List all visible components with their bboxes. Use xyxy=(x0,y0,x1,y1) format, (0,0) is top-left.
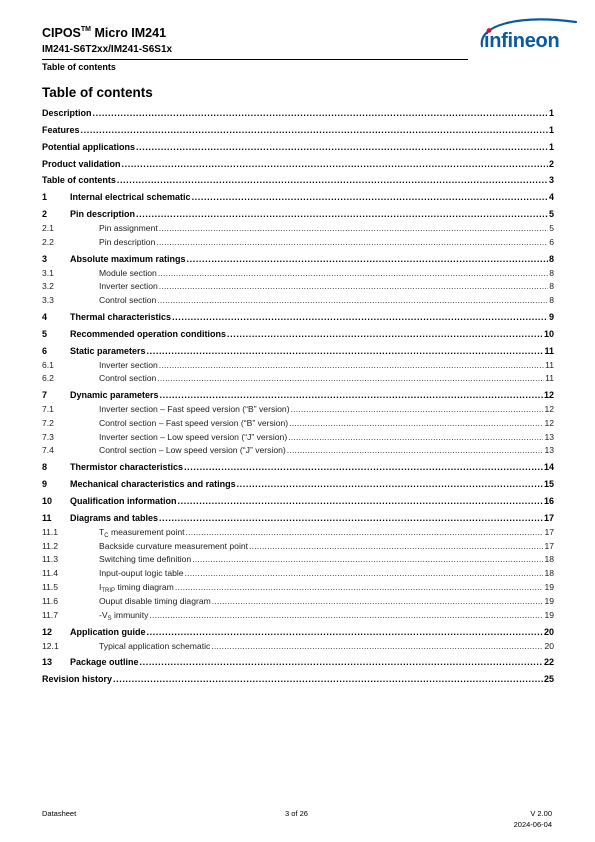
toc-heading: Table of contents xyxy=(42,85,153,100)
toc-entry[interactable] xyxy=(42,641,554,651)
toc-entry[interactable] xyxy=(42,462,554,472)
toc-entry-page: 13 xyxy=(544,432,554,442)
toc-entry-number: 11.1 xyxy=(42,527,59,537)
toc-entry[interactable] xyxy=(42,268,554,278)
toc-entry-page: 17 xyxy=(544,527,554,537)
toc-entry-title: Mechanical characteristics and ratings xyxy=(70,479,236,489)
toc-entry-title: Dynamic parameters xyxy=(70,390,159,400)
toc-entry-page: 19 xyxy=(544,582,554,592)
toc-entry-number: 13 xyxy=(42,657,53,667)
toc-entry[interactable] xyxy=(42,295,554,305)
toc-entry[interactable] xyxy=(42,142,554,152)
toc-entry-page: 5 xyxy=(549,223,554,233)
toc-entry-title: Application guide xyxy=(70,627,146,637)
toc-entry-title: Internal electrical schematic xyxy=(70,192,191,202)
toc-entry-number: 11.3 xyxy=(42,554,59,564)
toc-entry[interactable] xyxy=(42,610,554,622)
toc-dot-leader xyxy=(175,582,544,592)
toc-entry-title: Inverter section xyxy=(99,281,158,291)
toc-entry-title: Inverter section xyxy=(99,360,158,370)
toc-dot-leader xyxy=(157,295,548,305)
toc-entry-title: Revision history xyxy=(42,674,113,684)
toc-entry-title: $-V_S$ immunity xyxy=(99,610,149,622)
toc-entry[interactable] xyxy=(42,390,554,400)
toc-entry-page: 18 xyxy=(544,554,554,564)
toc-entry-title: Package outline xyxy=(70,657,139,667)
toc-entry[interactable] xyxy=(42,674,554,684)
product-title: CIPOS™ Micro IM241 xyxy=(42,26,167,40)
toc-entry[interactable] xyxy=(42,496,554,506)
toc-dot-leader xyxy=(159,360,544,370)
toc-entry[interactable] xyxy=(42,254,554,264)
toc-entry-title: Qualification information xyxy=(70,496,177,506)
toc-entry-number: 4 xyxy=(42,312,48,322)
toc-entry-page: 13 xyxy=(544,445,554,455)
toc-dot-leader xyxy=(289,418,543,428)
footer-version: V 2.00 xyxy=(530,809,552,818)
toc-entry[interactable] xyxy=(42,527,554,539)
toc-entry-number: 3.3 xyxy=(42,295,54,305)
toc-dot-leader xyxy=(178,496,543,506)
part-numbers: IM241-S6T2xx/IM241-S6S1x xyxy=(42,44,173,55)
toc-entry-page: 16 xyxy=(543,496,554,506)
toc-entry-number: 7.1 xyxy=(42,404,54,414)
subscript: C xyxy=(104,533,109,539)
toc-entry-title: Module section xyxy=(99,268,157,278)
toc-entry-title: Features xyxy=(42,125,80,135)
toc-dot-leader xyxy=(287,445,544,455)
toc-entry-title: Control section xyxy=(99,373,157,383)
toc-entry-page: 8 xyxy=(548,254,554,264)
toc-entry-number: 12 xyxy=(42,627,53,637)
toc-dot-leader xyxy=(288,432,543,442)
toc-entry-page: 20 xyxy=(543,627,554,637)
toc-entry-number: 11.7 xyxy=(42,610,59,620)
toc-entry-title: $I_{TRIP}$ timing diagram xyxy=(99,582,174,594)
toc-entry-number: 6 xyxy=(42,346,48,356)
toc-entry[interactable] xyxy=(42,360,554,370)
toc-entry-number: 1 xyxy=(42,192,48,202)
toc-entry-title: Thermal characteristics xyxy=(70,312,172,322)
toc-entry[interactable] xyxy=(42,432,554,442)
toc-entry[interactable] xyxy=(42,346,554,356)
toc-entry-page: 10 xyxy=(543,329,554,339)
toc-entry-number: 9 xyxy=(42,479,48,489)
toc-entry-number: 2 xyxy=(42,209,48,219)
toc-entry-number: 2.2 xyxy=(42,237,54,247)
toc-entry-page: 18 xyxy=(544,568,554,578)
toc-dot-leader xyxy=(122,159,548,169)
toc-dot-leader xyxy=(237,479,543,489)
toc-dot-leader xyxy=(211,641,543,651)
footer-date: 2024-06-04 xyxy=(513,820,552,829)
toc-entry-number: 7.3 xyxy=(42,432,54,442)
toc-entry-title: Switching time definition xyxy=(99,554,192,564)
toc-entry-title: Diagrams and tables xyxy=(70,513,159,523)
toc-entry-title: Recommended operation conditions xyxy=(70,329,227,339)
subscript: S xyxy=(107,616,112,622)
toc-entry-page: 1 xyxy=(548,108,554,118)
toc-entry-page: 11 xyxy=(544,346,554,356)
toc-dot-leader xyxy=(158,268,548,278)
toc-entry-page: 8 xyxy=(549,281,554,291)
toc-dot-leader xyxy=(140,657,543,667)
toc-dot-leader xyxy=(185,568,544,578)
toc-entry[interactable] xyxy=(42,373,554,383)
toc-entry-title: Typical application schematic xyxy=(99,641,211,651)
toc-entry[interactable] xyxy=(42,568,554,578)
toc-entry[interactable] xyxy=(42,175,554,185)
toc-entry-number: 7.4 xyxy=(42,445,54,455)
toc-entry-title: Potential applications xyxy=(42,142,136,152)
toc-entry-title: Input-ouput logic table xyxy=(99,568,184,578)
toc-entry[interactable] xyxy=(42,108,554,118)
toc-entry-page: 25 xyxy=(543,674,554,684)
toc-entry-page: 2 xyxy=(548,159,554,169)
toc-entry-title: Description xyxy=(42,108,92,118)
toc-entry-page: 12 xyxy=(543,390,554,400)
toc-entry[interactable] xyxy=(42,513,554,523)
toc-entry-number: 7 xyxy=(42,390,48,400)
toc-dot-leader xyxy=(212,596,544,606)
toc-entry-title: Pin description xyxy=(99,237,156,247)
toc-entry-number: 12.1 xyxy=(42,641,59,651)
toc-entry[interactable] xyxy=(42,192,554,202)
toc-dot-leader xyxy=(159,281,548,291)
toc-entry[interactable] xyxy=(42,125,554,135)
toc-entry-title: Control section xyxy=(99,295,157,305)
toc-entry-page: 5 xyxy=(548,209,554,219)
header-divider xyxy=(42,59,468,60)
toc-entry-page: 19 xyxy=(544,596,554,606)
toc-entry[interactable] xyxy=(42,582,554,594)
toc-entry[interactable] xyxy=(42,237,554,247)
toc-entry-page: 15 xyxy=(543,479,554,489)
toc-entry-number: 10 xyxy=(42,496,53,506)
toc-entry-page: 14 xyxy=(543,462,554,472)
toc-dot-leader xyxy=(136,209,548,219)
toc-entry-page: 11 xyxy=(545,373,554,383)
toc-dot-leader xyxy=(291,404,544,414)
toc-dot-leader xyxy=(93,108,548,118)
toc-dot-leader xyxy=(249,541,543,551)
toc-dot-leader xyxy=(184,462,543,472)
toc-entry[interactable] xyxy=(42,404,554,414)
toc-dot-leader xyxy=(149,610,543,620)
toc-entry[interactable] xyxy=(42,479,554,489)
toc-entry-number: 11.4 xyxy=(42,568,59,578)
toc-dot-leader xyxy=(113,674,543,684)
toc-entry-title: Backside curvature measurement point xyxy=(99,541,249,551)
toc-entry-title: Static parameters xyxy=(70,346,146,356)
toc-entry-title: $T_C$ measurement point xyxy=(99,527,185,539)
toc-dot-leader xyxy=(187,254,548,264)
toc-entry-title: Control section – Fast speed version (“B” version) xyxy=(99,418,289,428)
toc-entry-page: 17 xyxy=(544,541,554,551)
toc-dot-leader xyxy=(117,175,548,185)
toc-dot-leader xyxy=(81,125,548,135)
toc-entry[interactable] xyxy=(42,554,554,564)
toc-entry-title: Pin assignment xyxy=(99,223,158,233)
footer-page-indicator: 3 of 26 xyxy=(285,809,308,818)
toc-entry-number: 6.2 xyxy=(42,373,54,383)
toc-dot-leader xyxy=(227,329,543,339)
toc-dot-leader xyxy=(147,346,544,356)
toc-entry[interactable] xyxy=(42,329,554,339)
toc-entry-page: 3 xyxy=(548,175,554,185)
toc-entry-title: Absolute maximum ratings xyxy=(70,254,186,264)
toc-entry-number: 3.2 xyxy=(42,281,54,291)
toc-entry-page: 17 xyxy=(543,513,554,523)
toc-entry-page: 20 xyxy=(544,641,554,651)
toc-entry-number: 11.2 xyxy=(42,541,59,551)
toc-entry[interactable] xyxy=(42,657,554,667)
footer-doc-type: Datasheet xyxy=(42,809,77,818)
toc-dot-leader xyxy=(186,527,544,537)
toc-entry[interactable] xyxy=(42,223,554,233)
toc-entry-page: 8 xyxy=(549,295,554,305)
toc-entry[interactable] xyxy=(42,418,554,428)
toc-entry-title: Thermistor characteristics xyxy=(70,462,184,472)
toc-entry[interactable] xyxy=(42,159,554,169)
toc-entry-page: 9 xyxy=(548,312,554,322)
toc-dot-leader xyxy=(157,373,544,383)
toc-dot-leader xyxy=(159,223,548,233)
toc-entry-number: 6.1 xyxy=(42,360,54,370)
toc-entry-title: Product validation xyxy=(42,159,121,169)
toc-dot-leader xyxy=(156,237,548,247)
toc-entry-title: Inverter section – Low speed version (“J” version) xyxy=(99,432,288,442)
toc-entry-page: 4 xyxy=(548,192,554,202)
toc-entry-title: Ouput disable timing diagram xyxy=(99,596,211,606)
logo-wordmark: infineon xyxy=(484,30,560,52)
toc-dot-leader xyxy=(159,513,543,523)
toc-entry-page: 12 xyxy=(544,404,554,414)
toc-entry-title: Table of contents xyxy=(42,175,116,185)
toc-entry-title: Pin description xyxy=(70,209,136,219)
toc-entry-page: 22 xyxy=(543,657,554,667)
toc-entry-page: 19 xyxy=(544,610,554,620)
toc-entry[interactable] xyxy=(42,445,554,455)
toc-entry-page: 11 xyxy=(545,360,554,370)
toc-entry[interactable] xyxy=(42,627,554,637)
toc-dot-leader xyxy=(160,390,543,400)
toc-dot-leader xyxy=(136,142,548,152)
subscript: TRIP xyxy=(101,588,116,594)
toc-entry-number: 5 xyxy=(42,329,48,339)
toc-entry[interactable] xyxy=(42,541,554,551)
toc-entry-title: Control section – Low speed version (“J” version) xyxy=(99,445,286,455)
toc-entry-number: 11 xyxy=(42,513,52,523)
toc-entry-number: 3 xyxy=(42,254,48,264)
toc-entry-number: 2.1 xyxy=(42,223,54,233)
toc-dot-leader xyxy=(192,192,548,202)
toc-entry-number: 3.1 xyxy=(42,268,54,278)
toc-entry[interactable] xyxy=(42,596,554,606)
toc-entry[interactable] xyxy=(42,209,554,219)
toc-entry-number: 11.5 xyxy=(42,582,59,592)
toc-dot-leader xyxy=(172,312,548,322)
toc-entry-page: 6 xyxy=(549,237,554,247)
infineon-logo xyxy=(476,16,588,64)
toc-entry[interactable] xyxy=(42,281,554,291)
toc-entry[interactable] xyxy=(42,312,554,322)
toc-entry-number: 8 xyxy=(42,462,48,472)
header-section-name: Table of contents xyxy=(42,62,116,72)
trademark-superscript: TM xyxy=(80,26,92,33)
toc-dot-leader xyxy=(192,554,543,564)
toc-entry-page: 1 xyxy=(548,142,554,152)
toc-dot-leader xyxy=(147,627,543,637)
toc-entry-number: 11.6 xyxy=(42,596,59,606)
toc-entry-page: 1 xyxy=(548,125,554,135)
toc-entry-page: 12 xyxy=(544,418,554,428)
toc-entry-page: 8 xyxy=(549,268,554,278)
toc-entry-number: 7.2 xyxy=(42,418,54,428)
toc-entry-title: Inverter section – Fast speed version (“B” version) xyxy=(99,404,290,414)
